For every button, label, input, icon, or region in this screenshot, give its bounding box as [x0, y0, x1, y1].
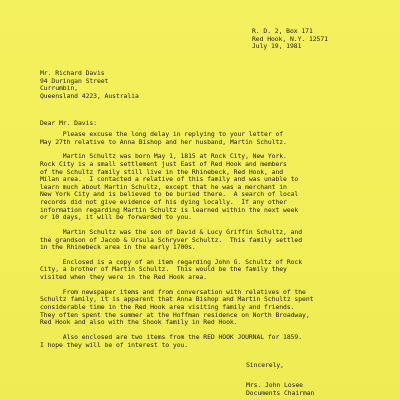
salutation: Dear Mr. Davis: [40, 119, 97, 127]
paragraph-line: information regarding Martin Schultz is learned within the next week [40, 205, 299, 214]
paragraph-line: considerable time in the Red Hook area visiting family and friends. [40, 303, 295, 312]
paragraph-line: records did not give evidence of his dying locally. If any other [40, 197, 287, 206]
recipient-region: Queensland 4223, Australia [40, 91, 139, 100]
sender-address-line1: R. D. 2, Box 171 [252, 27, 313, 35]
recipient-address-block [40, 70, 240, 100]
paragraph-line: Martin Schultz was born May 1, 1815 at Rock City, New York. [40, 152, 287, 161]
paragraph-line: of the Schultz family still live in the Rhinebeck, Red Hook, and [40, 167, 284, 176]
paragraph-line: Schultz family, it is apparent that Anna Bishop and Martin Schultz spent [40, 295, 314, 304]
paragraph-line: in the Rhinebeck area in the early 1700s. [40, 243, 196, 252]
recipient-street: 94 Duringan Street [40, 76, 109, 85]
paragraph-line: Also enclosed are two items from the RED HOOK JOURNAL for 1859. [40, 333, 303, 341]
paragraph-line: the grandson of Jacob & Ursula Schryver Schultz. This family settled [40, 235, 303, 244]
paragraph-line: From newspaper items and from conversation with relatives of the [40, 287, 306, 296]
recipient-name: Mr. Richard Davis [40, 69, 105, 77]
paragraph-line: Rock City is a small settlement just East of Red Hook and members [40, 159, 287, 168]
paragraph [40, 259, 392, 282]
paragraph-line: They often spent the summer at the Hoffman residence on North Broadway, [40, 310, 310, 319]
letter-body [40, 131, 392, 356]
signature-name: Mrs. John Losee [246, 381, 303, 389]
paragraph-line: I hope they will be of interest to you. [40, 340, 189, 349]
paragraph-line: Please excuse the long delay in replying to your letter of [40, 130, 284, 138]
sender-address-block [252, 28, 392, 51]
paragraph [40, 153, 392, 221]
paragraph-line: learn much about Martin Schultz, except that he was a merchant in [40, 182, 287, 191]
paragraph [40, 289, 392, 327]
paragraph-line: or 10 days, it will be forwarded to you. [40, 213, 192, 222]
letter-date: July 19, 1981 [252, 42, 302, 51]
paragraph-line: May 27th relative to Anna Bishop and her husband, Martin Schultz. [40, 137, 287, 146]
paragraph [40, 334, 392, 349]
recipient-city: Currumbin, [40, 84, 78, 93]
paragraph [40, 131, 392, 146]
paragraph-line: Martin Schultz was the son of David & Lucy Griffin Schultz, and [40, 227, 303, 236]
paragraph-line: Red Hook and also with the Shook family in Red Hook. [40, 318, 238, 327]
paragraph-line: Milan area. I contacted a relative of this family and was unable to [40, 175, 299, 184]
paragraph-line: City, a brother of Martin Schultz. This would be the family they [40, 265, 287, 274]
closing: Sincerely, [246, 361, 284, 369]
paragraph-line: visited when they were in the Red Hook area. [40, 273, 208, 282]
sender-address-line2: Red Hook, N.Y. 12571 [252, 34, 328, 43]
paragraph-line: New York City and is believed to be buried there. A search of local [40, 190, 299, 199]
paragraph [40, 229, 392, 252]
paragraph-line: Enclosed is a copy of an item regarding John G. Schultz of Rock [40, 257, 303, 266]
signature-block [246, 382, 396, 397]
signature-title: Documents Chairman [246, 388, 315, 397]
